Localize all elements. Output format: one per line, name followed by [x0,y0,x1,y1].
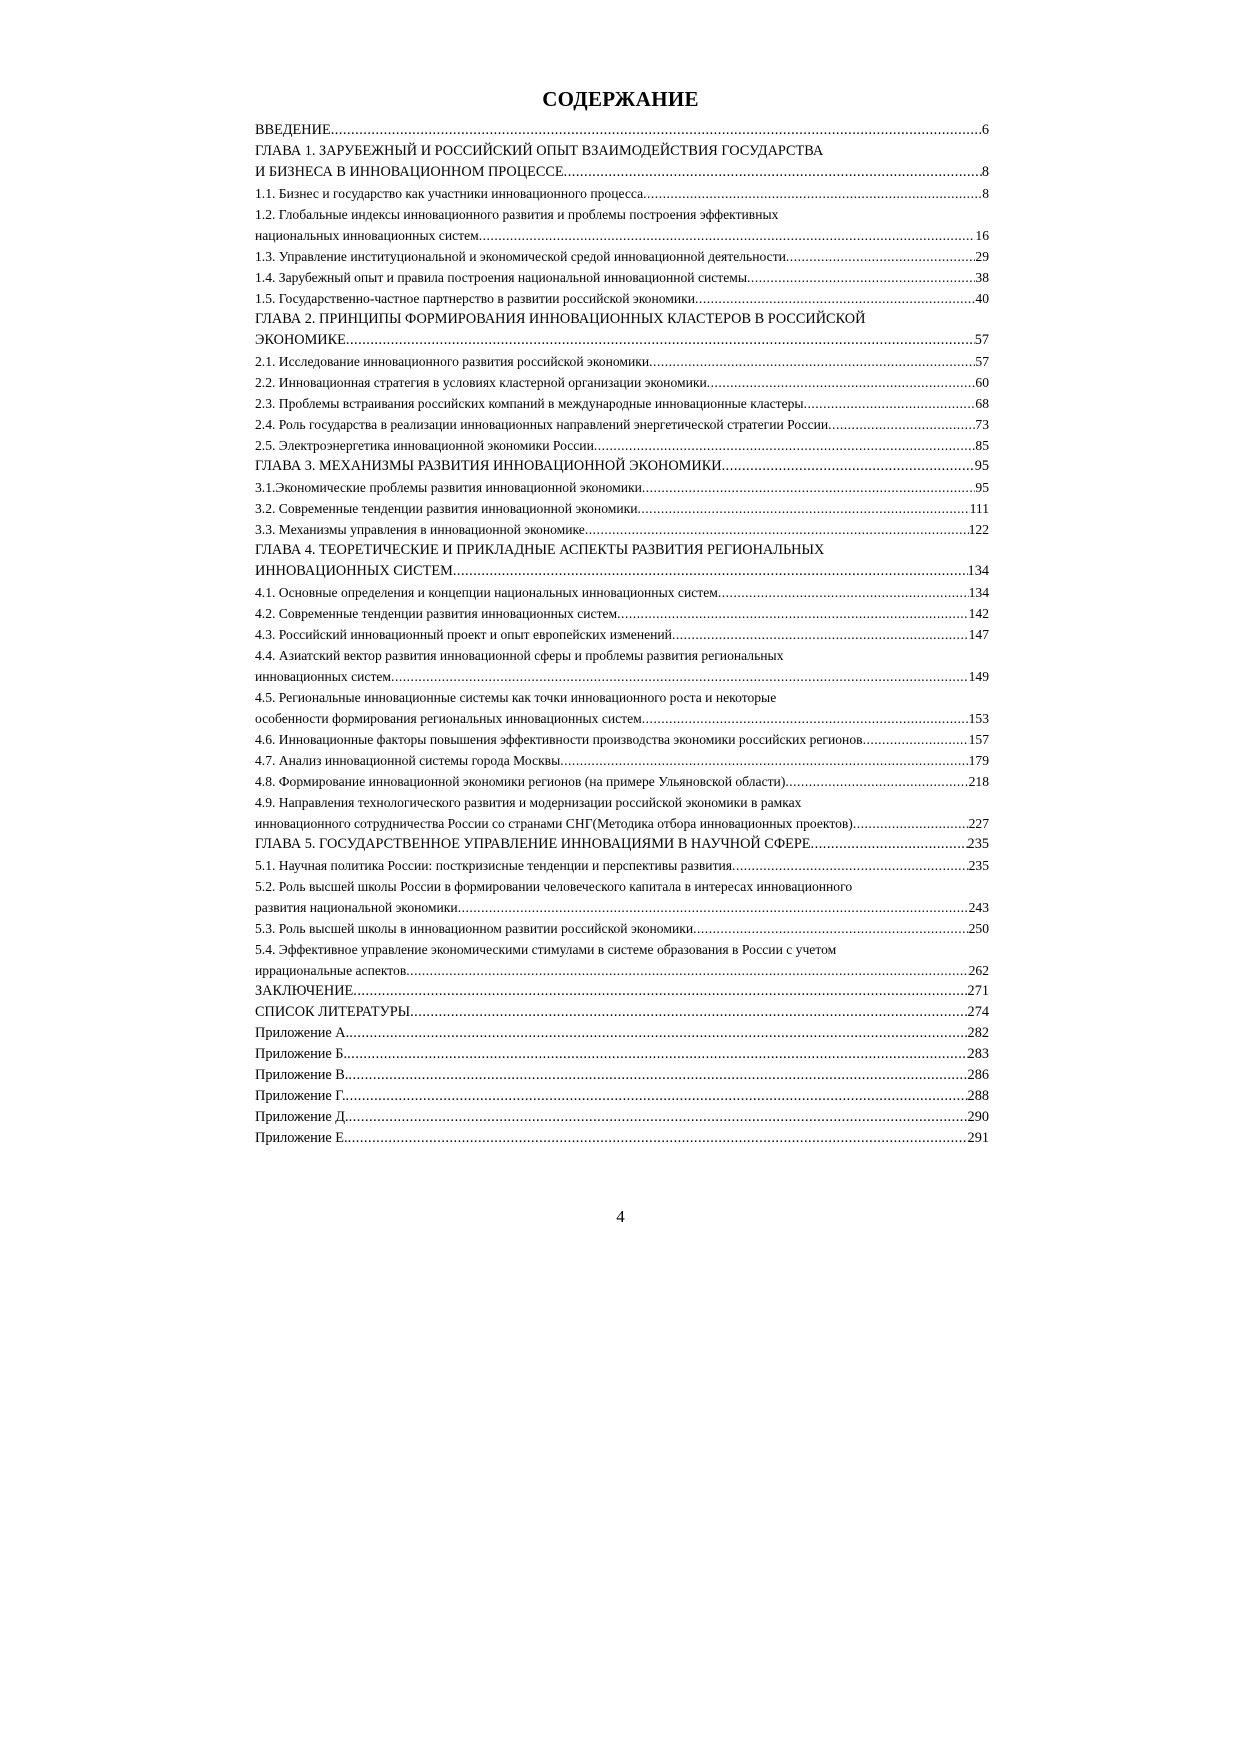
toc-entry-row [255,1107,989,1128]
toc-entry-row [255,624,989,645]
toc-entry-text: ВВЕДЕНИЕ [255,122,331,138]
toc-entry-page: 142 [968,606,989,621]
toc-entry[interactable] [255,246,989,267]
toc-entry-row [255,435,989,456]
toc-entry-row [255,1023,989,1044]
toc-leader-dots [349,1023,967,1044]
toc-leader-dots [811,834,968,855]
toc-entry-page: 218 [968,774,989,789]
toc-entry-text: Приложение Е. [255,1130,348,1146]
toc-entry-row [255,834,989,855]
toc-entry-row [255,351,989,372]
toc-entry-title-line: 4.4. Азиатский вектор развития инновационной сферы и проблемы развития региональных [255,648,784,663]
toc-entry-row [255,1002,989,1023]
toc-entry-text: 5.3. Роль высшей школы в инновационном развитии российской экономики [255,921,694,936]
toc-leader-dots [594,435,976,456]
toc-entry[interactable] [255,771,989,792]
toc-leader-dots [585,519,969,540]
toc-entry-text: Приложение В. [255,1067,349,1083]
toc-entry[interactable] [255,393,989,414]
toc-entry[interactable] [255,729,989,750]
toc-leader-dots [564,162,982,183]
toc-entry-text: 2.2. Инновационная стратегия в условиях кластерной организации экономики [255,375,707,390]
toc-entry-text: СПИСОК ЛИТЕРАТУРЫ [255,1004,411,1020]
toc-entry-row [255,771,989,792]
toc-entry[interactable] [255,1086,989,1107]
toc-leader-dots [391,666,969,687]
toc-entry-title-line: 5.4. Эффективное управление экономическими стимулами в системе образования в России с учетом [255,942,837,957]
toc-leader-dots [642,708,969,729]
toc-entry-row [255,855,989,876]
toc-entry[interactable] [255,372,989,393]
toc-entry-row [255,183,989,204]
toc-entry[interactable] [255,414,989,435]
toc-leader-dots [693,918,969,939]
toc-entry-page: 149 [968,669,989,684]
toc-leader-dots [785,771,968,792]
toc-entry-text: 1.3. Управление институциональной и экономической средой инновационной деятельности [255,249,786,264]
toc-leader-dots [353,981,967,1002]
toc-entry[interactable] [255,624,989,645]
toc-entry[interactable] [255,1107,989,1128]
toc-leader-dots [672,624,969,645]
toc-entry[interactable] [255,1065,989,1086]
toc-entry-text: ГЛАВА 3. МЕХАНИЗМЫ РАЗВИТИЯ ИННОВАЦИОННОЙ ЭКОНОМИКИ [255,458,722,474]
toc-entry[interactable] [255,834,989,855]
table-of-contents [255,120,989,1149]
toc-entry-text: 4.7. Анализ инновационной системы города Москвы [255,753,561,768]
toc-entry[interactable] [255,603,989,624]
toc-entry-text: 4.6. Инновационные факторы повышения эффективности производства экономики российских регионов [255,732,863,747]
toc-entry-page: 111 [969,501,989,516]
toc-entry-row [255,918,989,939]
toc-entry-page: 291 [967,1130,989,1146]
toc-entry[interactable] [255,981,989,1002]
toc-entry-page: 179 [968,753,989,768]
toc-entry[interactable] [255,1023,989,1044]
toc-entry-row [255,666,989,687]
toc-entry-page: 60 [975,375,989,390]
toc-entry-page: 16 [975,228,989,243]
toc-entry-text: 2.3. Проблемы встраивания российских компаний в международные инновационные кластеры [255,396,804,411]
toc-entry-text: ИННОВАЦИОННЫХ СИСТЕМ [255,563,453,579]
toc-leader-dots [458,897,969,918]
toc-entry-text: развития национальной экономики [255,900,458,915]
toc-entry-row [255,750,989,771]
toc-leader-dots [722,456,975,477]
page-number: 4 [616,1207,625,1226]
toc-entry[interactable] [255,876,989,918]
toc-entry-title-line: ГЛАВА 2. ПРИНЦИПЫ ФОРМИРОВАНИЯ ИННОВАЦИОННЫХ КЛАСТЕРОВ В РОССИЙСКОЙ [255,311,866,327]
toc-entry[interactable] [255,687,989,729]
toc-entry-row [255,1086,989,1107]
toc-entry-text: 2.1. Исследование инновационного развития российской экономики [255,354,650,369]
toc-leader-dots [747,267,975,288]
toc-leader-dots [732,855,969,876]
toc-entry-row [255,708,989,729]
toc-leader-dots [347,1044,967,1065]
toc-title: СОДЕРЖАНИЕ [542,87,699,111]
toc-entry-title-line: ГЛАВА 4. ТЕОРЕТИЧЕСКИЕ И ПРИКЛАДНЫЕ АСПЕКТЫ РАЗВИТИЯ РЕГИОНАЛЬНЫХ [255,542,825,558]
toc-entry[interactable] [255,309,989,351]
toc-entry-row [255,1128,989,1149]
toc-leader-dots [331,120,982,141]
toc-entry-text: ГЛАВА 5. ГОСУДАРСТВЕННОЕ УПРАВЛЕНИЕ ИННОВАЦИЯМИ В НАУЧНОЙ СФЕРЕ [255,836,811,852]
toc-entry[interactable] [255,120,989,141]
toc-entry-row [255,414,989,435]
toc-leader-dots [642,477,976,498]
toc-leader-dots [406,960,968,981]
toc-entry[interactable] [255,582,989,603]
toc-leader-dots [853,813,969,834]
toc-leader-dots [348,1065,967,1086]
toc-entry-row [255,330,989,351]
toc-leader-dots [348,1128,968,1149]
toc-entry-text: 2.4. Роль государства в реализации инновационных направлений энергетической стратегии России [255,417,829,432]
toc-entry-text: национальных инновационных систем [255,228,479,243]
toc-entry-row [255,225,989,246]
toc-entry-text: 3.3. Механизмы управления в инновационной экономике [255,522,585,537]
toc-leader-dots [617,603,968,624]
toc-leader-dots [637,498,969,519]
toc-entry[interactable] [255,204,989,246]
toc-leader-dots [560,750,968,771]
toc-leader-dots [453,561,968,582]
toc-entry-row [255,1044,989,1065]
toc-entry-page: 8 [982,186,989,201]
toc-entry-page: 57 [974,332,989,348]
toc-entry[interactable] [255,855,989,876]
toc-entry-title-line: ГЛАВА 1. ЗАРУБЕЖНЫЙ И РОССИЙСКИЙ ОПЫТ ВЗАИМОДЕЙСТВИЯ ГОСУДАРСТВА [255,143,824,159]
toc-entry-text: 4.8. Формирование инновационной экономики регионов (на примере Ульяновской области) [255,774,786,789]
toc-entry-page: 235 [968,858,989,873]
toc-leader-dots [718,582,969,603]
toc-entry-page: 68 [975,396,989,411]
toc-leader-dots [346,1086,968,1107]
toc-entry-row [255,120,989,141]
toc-entry-row [255,288,989,309]
toc-entry-text: 1.5. Государственно-частное партнерство в развитии российской экономики [255,291,696,306]
toc-entry-row [255,246,989,267]
toc-leader-dots [695,288,975,309]
toc-entry[interactable] [255,351,989,372]
toc-entry-row [255,477,989,498]
toc-entry-text: Приложение Д. [255,1109,349,1125]
toc-entry-page: 153 [968,711,989,726]
toc-entry-row [255,981,989,1002]
toc-entry-page: 286 [967,1067,989,1083]
toc-entry-page: 290 [967,1109,989,1125]
toc-entry[interactable] [255,267,989,288]
toc-entry-row [255,897,989,918]
toc-entry-text: Приложение Б. [255,1046,348,1062]
toc-entry[interactable] [255,918,989,939]
toc-entry[interactable] [255,456,989,477]
toc-entry-text: 5.1. Научная политика России: посткризисные тенденции и перспективы развития [255,858,733,873]
toc-entry-title-line: 1.2. Глобальные индексы инновационного развития и проблемы построения эффективных [255,207,779,222]
toc-entry-page: 282 [967,1025,989,1041]
toc-entry-row [255,582,989,603]
toc-entry-text: 1.1. Бизнес и государство как участники инновационного процесса [255,186,644,201]
toc-entry-text: особенности формирования региональных инновационных систем [255,711,642,726]
toc-entry-page: 40 [975,291,989,306]
toc-leader-dots [349,1107,968,1128]
toc-entry[interactable] [255,183,989,204]
toc-entry-page: 227 [968,816,989,831]
toc-entry-page: 134 [968,585,989,600]
toc-entry[interactable] [255,141,989,183]
toc-entry-title-line: 4.9. Направления технологического развития и модернизации российской экономики в рамках [255,795,802,810]
toc-entry-page: 235 [967,836,989,852]
toc-leader-dots [786,246,976,267]
toc-entry[interactable] [255,1002,989,1023]
toc-entry[interactable] [255,645,989,687]
toc-entry-row [255,813,989,834]
toc-entry-page: 29 [975,249,989,264]
toc-leader-dots [346,330,975,351]
toc-entry-page: 243 [968,900,989,915]
toc-entry-page: 157 [968,732,989,747]
toc-entry-row [255,561,989,582]
toc-entry[interactable] [255,519,989,540]
toc-entry-page: 147 [968,627,989,642]
toc-entry-title-line: 5.2. Роль высшей школы России в формировании человеческого капитала в интересах инновационного [255,879,853,894]
toc-leader-dots [410,1002,967,1023]
toc-entry-page: 134 [967,563,989,579]
toc-entry-page: 85 [975,438,989,453]
toc-entry[interactable] [255,435,989,456]
toc-entry-text: 3.1.Экономические проблемы развития инновационной экономики [255,480,642,495]
toc-entry-text: 3.2. Современные тенденции развития инновационной экономики [255,501,638,516]
toc-entry-page: 288 [967,1088,989,1104]
toc-entry-text: Приложение Г. [255,1088,346,1104]
toc-entry[interactable] [255,1128,989,1149]
toc-entry-row [255,1065,989,1086]
toc-entry-page: 73 [975,417,989,432]
toc-entry-text: инновационного сотрудничества России со странами СНГ(Методика отбора инновационных проектов) [255,816,853,831]
toc-entry[interactable] [255,750,989,771]
toc-entry-page: 95 [975,480,989,495]
toc-entry-text: Приложение А. [255,1025,350,1041]
toc-entry[interactable] [255,540,989,582]
toc-entry-page: 283 [967,1046,989,1062]
toc-leader-dots [479,225,976,246]
toc-entry-row [255,603,989,624]
toc-entry-page: 8 [981,164,989,180]
toc-leader-dots [649,351,975,372]
toc-entry-text: ЭКОНОМИКЕ [255,332,346,348]
toc-entry[interactable] [255,939,989,981]
toc-entry-row [255,498,989,519]
toc-entry-text: И БИЗНЕСА В ИННОВАЦИОННОМ ПРОЦЕССЕ [255,164,564,180]
toc-entry-page: 250 [968,921,989,936]
toc-entry[interactable] [255,288,989,309]
toc-entry-page: 274 [967,1004,989,1020]
toc-entry-text: иррациональные аспектов [255,963,407,978]
toc-entry[interactable] [255,477,989,498]
toc-entry-text: 4.2. Современные тенденции развития инновационных систем [255,606,618,621]
toc-entry-row [255,162,989,183]
toc-entry-page: 95 [974,458,989,474]
toc-leader-dots [828,414,975,435]
toc-entry-row [255,456,989,477]
toc-entry-row [255,960,989,981]
toc-entry-row [255,519,989,540]
toc-entry-page: 57 [975,354,989,369]
toc-leader-dots [707,372,976,393]
toc-entry-text: 2.5. Электроэнергетика инновационной экономики России [255,438,594,453]
toc-entry-title-line: 4.5. Региональные инновационные системы как точки инновационного роста и некоторые [255,690,777,705]
toc-leader-dots [804,393,976,414]
toc-entry-text: инновационных систем [255,669,392,684]
toc-entry-text: 1.4. Зарубежный опыт и правила построения национальной инновационной системы [255,270,748,285]
toc-entry-page: 271 [967,983,989,999]
toc-entry-row [255,372,989,393]
toc-entry-page: 262 [968,963,989,978]
toc-entry-row [255,393,989,414]
toc-entry-row [255,729,989,750]
toc-leader-dots [863,729,969,750]
toc-entry-row [255,267,989,288]
toc-entry-page: 122 [968,522,989,537]
toc-entry-text: ЗАКЛЮЧЕНИЕ [255,983,354,999]
toc-entry-page: 6 [981,122,989,138]
toc-entry[interactable] [255,792,989,834]
toc-entry[interactable] [255,1044,989,1065]
toc-entry-text: 4.3. Российский инновационный проект и опыт европейских изменений [255,627,672,642]
toc-leader-dots [643,183,982,204]
toc-entry-text: 4.1. Основные определения и концепции национальных инновационных систем [255,585,718,600]
toc-entry-page: 38 [975,270,989,285]
toc-entry[interactable] [255,498,989,519]
